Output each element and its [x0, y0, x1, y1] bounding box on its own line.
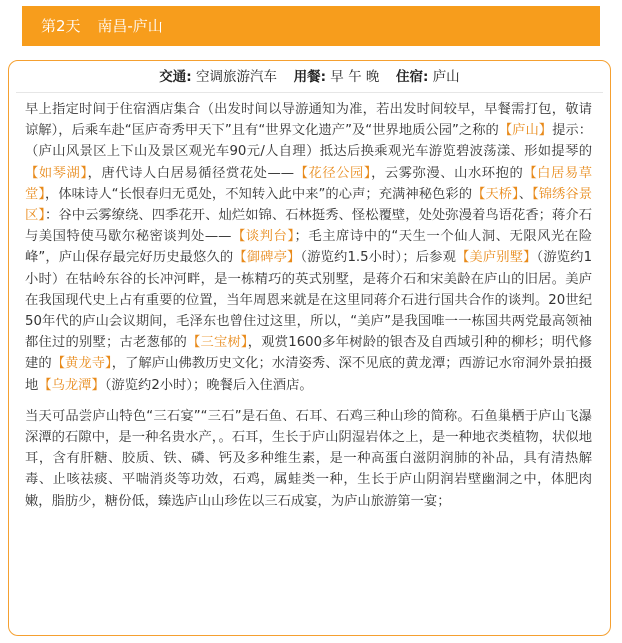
text-segment: 早上指定时间于住宿酒店集合（出发时间以导游通知为准，若出发时间较早，早餐需打包，敬请谅解），后乘车赴“匡庐奇秀甲天下”且有“世界文化遗产”及“世界地质公园”之称的 — [25, 102, 592, 139]
day-header — [22, 6, 600, 46]
text-segment: 提示：（庐山风景区上下山及景区观光车90元/人自理）抵达后换乘观光车游览碧波荡漾、形如提琴的 — [25, 123, 593, 160]
stay-value: 庐山 — [432, 69, 460, 85]
attraction-wulong-pool: 【乌龙潭】 — [38, 377, 105, 393]
text-segment: ，观赏1600多年树龄的银杏及自西域引种的柳杉；明代修建的 — [25, 335, 593, 372]
text-segment: ，体味诗人“长恨春归无觅处，不知转入此中来”的心声；充满神秘色彩的 — [45, 186, 473, 202]
text-segment: （游览约1小时）在牯岭东谷的长冲河畔，是一栋精巧的英式别墅，是蒋介石和宋美龄在庐山的旧居。美庐在我国现代史上占有重要的位置，当年周恩来就是在这里同蒋介石进行国共合作的谈判。20世纪50年代的庐山会议期间，毛泽东也曾住过这里，所以，“美庐”是我国唯一一栋国共两党最高领袖都住过的别墅；古老葱郁的 — [25, 250, 593, 351]
itinerary-description — [25, 99, 592, 512]
transport-label: 交通: — [159, 69, 192, 85]
text-segment: ，云雾弥漫、山水环抱的 — [371, 165, 524, 181]
day-route-title: 南昌-庐山 — [97, 17, 163, 35]
info-line — [9, 68, 610, 86]
attraction-huajing-park: 【花径公园】 — [294, 165, 372, 181]
attraction-ruqin-lake: 【如琴湖】 — [25, 165, 88, 181]
text-segment: ：谷中云雾缭绕、四季花开、灿烂如锦、石林挺秀、怪松覆壁，处处弥漫着鸟语花香；蒋介石与美国特使马歇尔秘密谈判处—— — [25, 208, 593, 245]
info-divider — [16, 92, 603, 93]
attraction-huanglong-temple: 【黄龙寺】 — [51, 356, 112, 372]
meal-value: 早 午 晚 — [330, 69, 380, 85]
meal-label: 用餐: — [293, 69, 326, 85]
attraction-jinxiu-valley: 【锦绣谷景区】 — [25, 186, 592, 224]
attraction-tanpan-platform: 【谈判台】 — [231, 229, 295, 245]
transport-value: 空调旅游汽车 — [196, 69, 277, 85]
attraction-tianqiao: 【天桥】 — [472, 186, 519, 202]
attraction-sanbao-trees: 【三宝树】 — [186, 335, 248, 351]
text-segment: ，了解庐山佛教历史文化；水清姿秀、深不见底的黄龙潭；西游记水帘洞外景拍摄地 — [25, 356, 592, 393]
paragraph-sightseeing — [25, 99, 592, 396]
attraction-lushan: 【庐山】 — [498, 123, 553, 139]
text-segment: ；毛主席诗中的“天生一个仙人洞、无限风光在险峰”，庐山保存最完好历史最悠久的 — [25, 229, 592, 266]
attraction-meilu-villa: 【美庐别墅】 — [456, 250, 537, 266]
day-number: 第2天 — [41, 17, 81, 35]
text-segment: （游览约1.5小时）；后参观 — [300, 250, 457, 266]
text-segment: 、 — [518, 186, 533, 202]
attraction-yubei-pavilion: 【御碑亭】 — [233, 250, 301, 266]
text-segment: （游览约2小时）；晚餐后入住酒店。 — [104, 377, 313, 393]
stay-label: 住宿: — [395, 69, 429, 85]
itinerary-card — [8, 60, 611, 636]
attraction-baijuyi-cottage: 【白居易草堂】 — [25, 165, 592, 202]
text-segment: ，唐代诗人白居易循径赏花处—— — [87, 165, 295, 181]
paragraph-food: 当天可品尝庐山特色“三石宴”“三石”是石鱼、石耳、石鸡三种山珍的简称。石鱼巢栖于庐山飞瀑深潭的石隙中，是一种名贵水产，。石耳，生长于庐山阴湿岩体之上，是一种地衣类植物，状似地耳，含有肝糖、胶质、铁、磷、钙及多种维生素，是一种高蛋白滋阴润肺的补品，具有清热解毒、止咳祛痰、平喘消炎等功效，石鸡，属蛙类一种，生长于庐山阴润岩壁幽洞之中，体肥肉嫩，脂肪少，糖份低，臻选庐山山珍佐以三石成宴，为庐山旅游第一宴； — [25, 408, 592, 509]
